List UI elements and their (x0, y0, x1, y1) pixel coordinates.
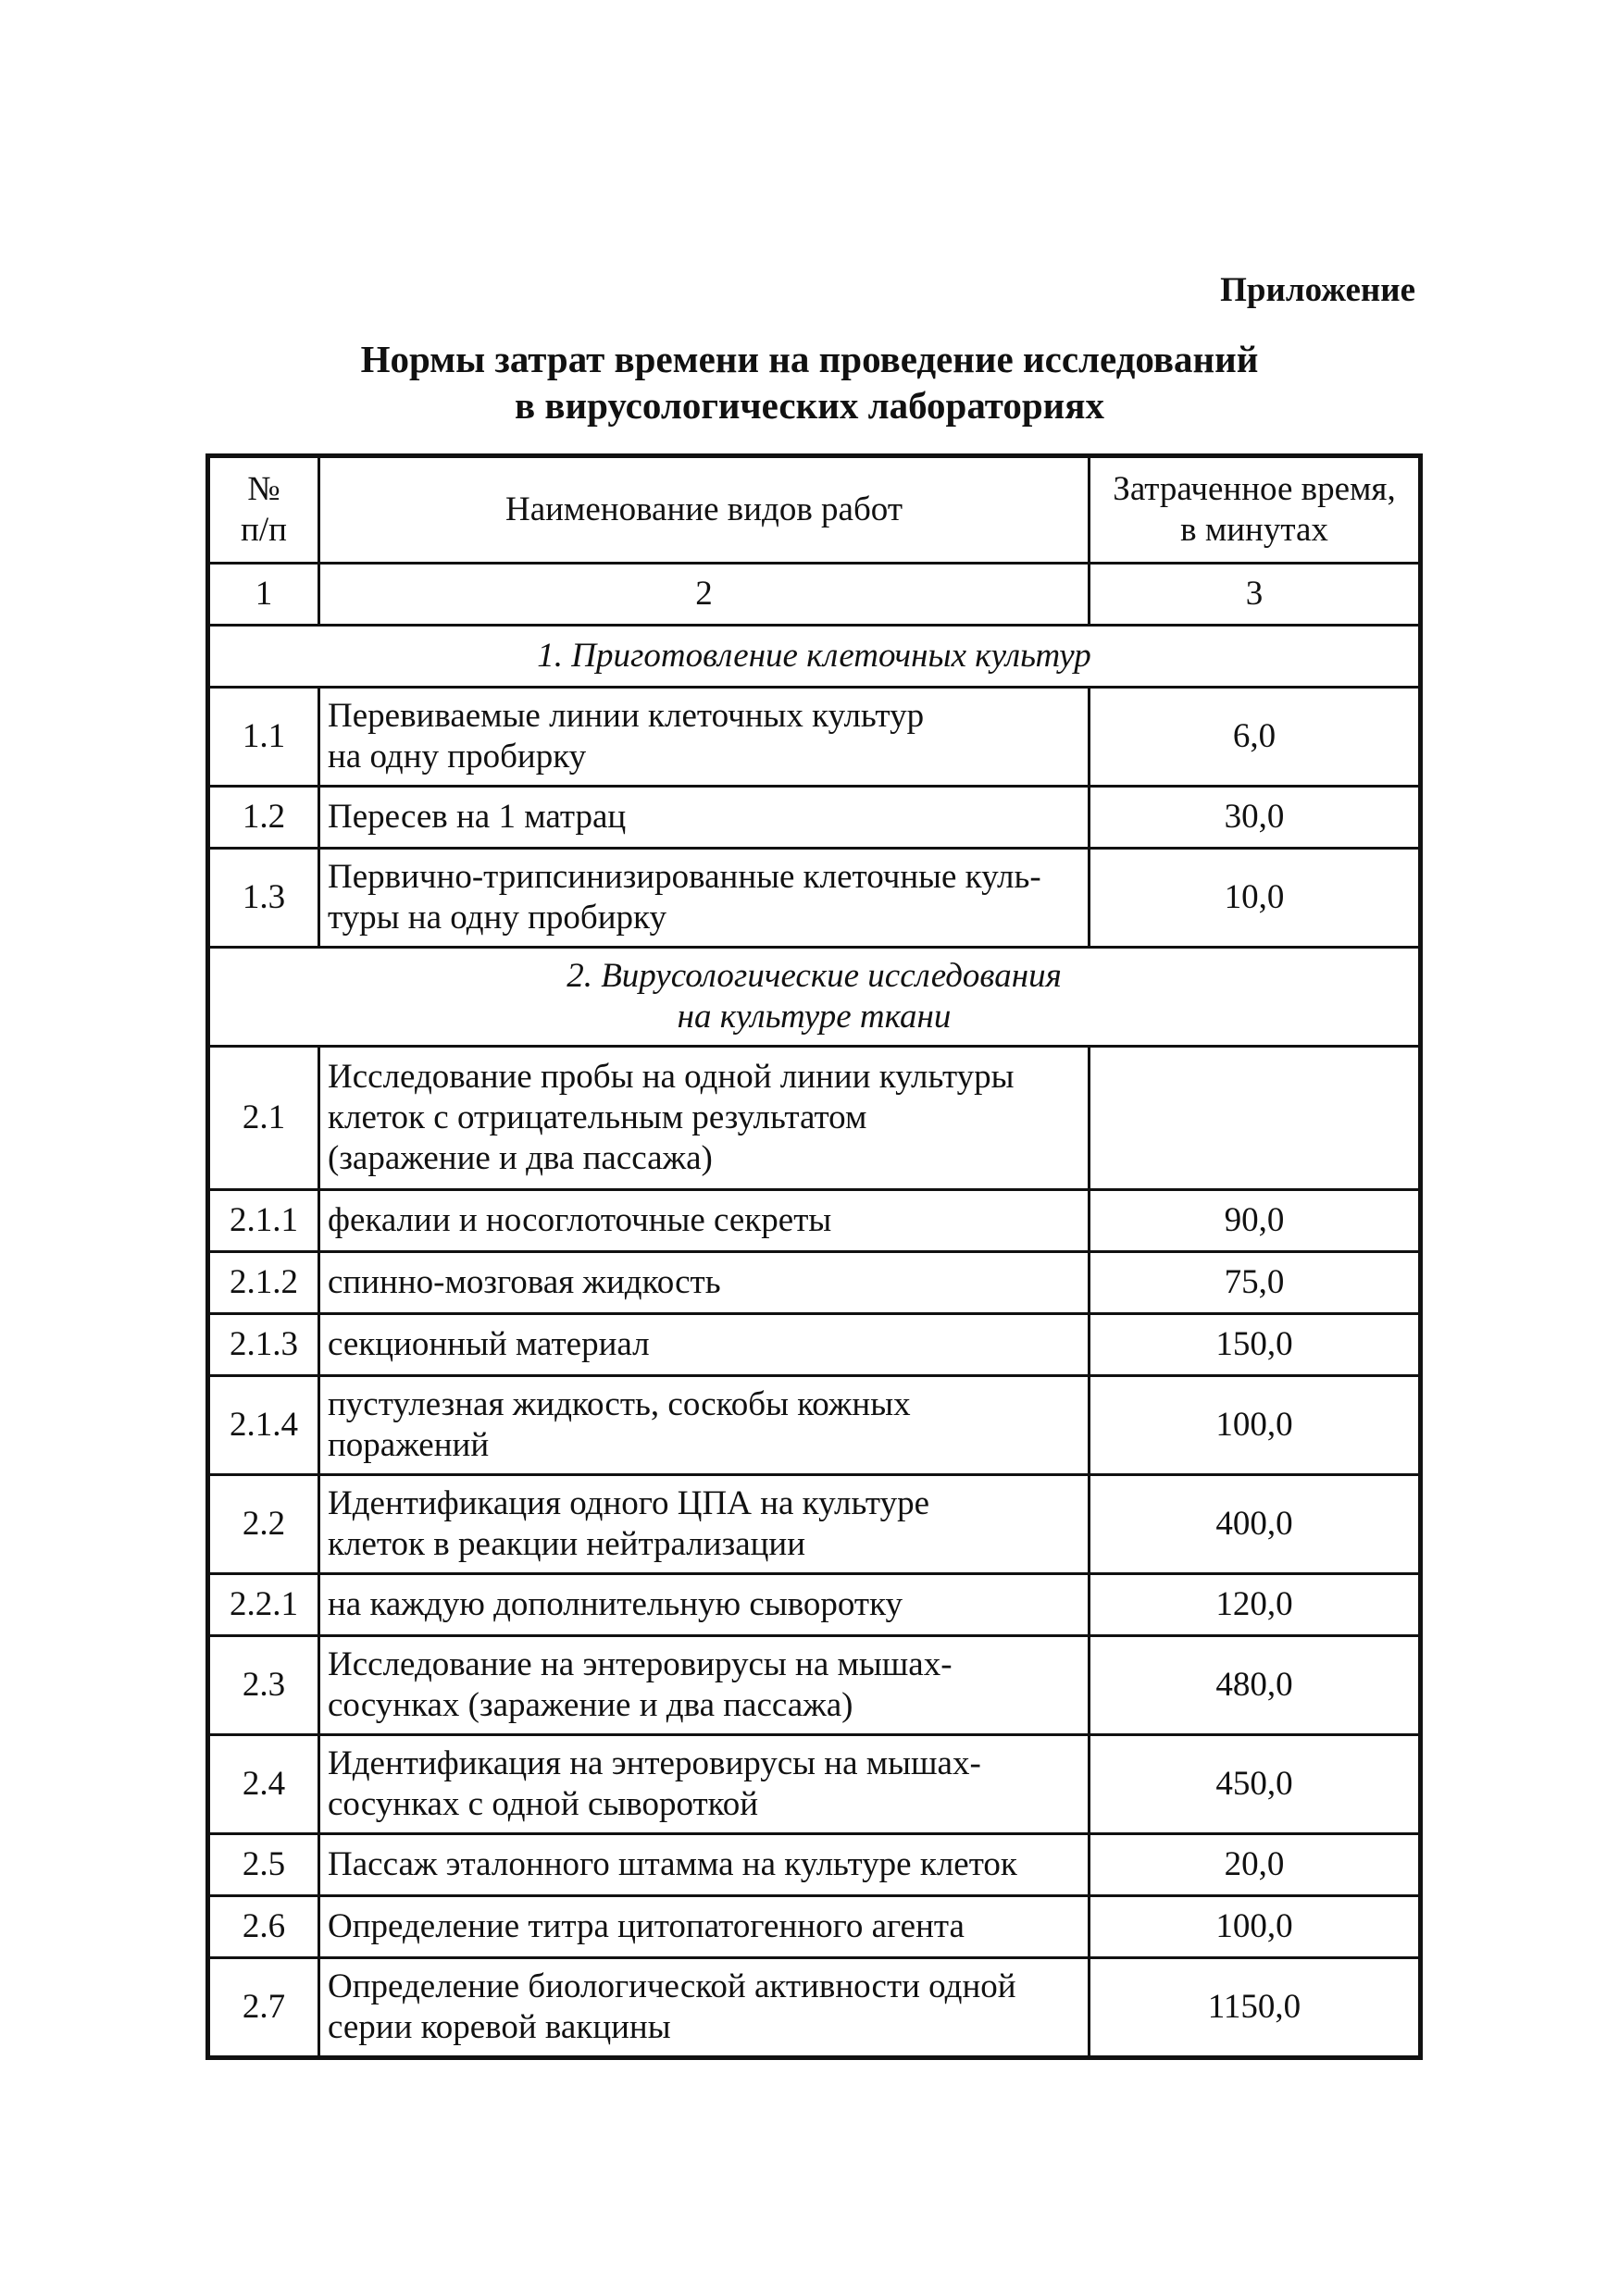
row-number: 2.7 (208, 1958, 319, 2058)
row-number: 2.4 (208, 1735, 319, 1834)
row-name-line: поражений (328, 1426, 490, 1464)
row-time-value: 90,0 (1090, 1190, 1421, 1252)
row-name-line: клеток с отрицательным результатом (328, 1098, 867, 1136)
row-number: 2.2 (208, 1475, 319, 1574)
column-numbers-row (208, 564, 1421, 626)
section-heading (208, 626, 1421, 688)
row-time-value: 10,0 (1090, 849, 1421, 948)
row-name-line: Перевиваемые линии клеточных культур (328, 697, 925, 735)
row-name-line: клеток в реакции нейтрализации (328, 1525, 806, 1563)
row-name-line: спинно-мозговая жидкость (328, 1263, 721, 1301)
row-name (319, 849, 1090, 948)
row-name (319, 1190, 1090, 1252)
row-number: 2.2.1 (208, 1574, 319, 1636)
header-name-cell: Наименование видов работ (319, 456, 1090, 564)
row-name-line: Определение титра цитопатогенного агента (328, 1907, 965, 1945)
row-name-line: сосунках с одной сывороткой (328, 1785, 759, 1823)
row-time-value: 100,0 (1090, 1376, 1421, 1475)
row-name (319, 1834, 1090, 1896)
row-number: 2.1.4 (208, 1376, 319, 1475)
table-row (208, 1735, 1421, 1834)
row-time-value: 30,0 (1090, 787, 1421, 849)
section-title-line2: на культуре ткани (677, 998, 952, 1036)
row-name-line: секционный материал (328, 1325, 650, 1363)
section-heading-row (208, 948, 1421, 1047)
row-name-line: пустулезная жидкость, соскобы кожных (328, 1385, 911, 1423)
row-name (319, 1735, 1090, 1834)
row-name-line: на каждую дополнительную сыворотку (328, 1585, 903, 1623)
row-time-value: 6,0 (1090, 688, 1421, 787)
row-name (319, 787, 1090, 849)
table-row (208, 1376, 1421, 1475)
row-name-line: серии коревой вакцины (328, 2008, 671, 2046)
appendix-label: Приложение (1220, 271, 1415, 309)
row-name-line: Первично-трипсинизированные клеточные куль- (328, 858, 1041, 896)
row-name-line: фекалии и носоглоточные секреты (328, 1201, 832, 1239)
table-row (208, 688, 1421, 787)
table-row (208, 1636, 1421, 1735)
row-number: 1.2 (208, 787, 319, 849)
row-name-line: сосунках (заражение и два пассажа) (328, 1686, 853, 1724)
table-row (208, 1190, 1421, 1252)
row-time-value: 20,0 (1090, 1834, 1421, 1896)
row-number: 1.3 (208, 849, 319, 948)
header-time-cell (1090, 456, 1421, 564)
header-time-line1: Затраченное время, (1113, 470, 1396, 508)
table-row (208, 1896, 1421, 1958)
row-name-line: Определение биологической активности одной (328, 1967, 1016, 2005)
table-row (208, 1475, 1421, 1574)
table-row (208, 1047, 1421, 1190)
header-number-line1: № (247, 470, 280, 508)
row-name (319, 688, 1090, 787)
column-number-3: 3 (1090, 564, 1421, 626)
table-row (208, 849, 1421, 948)
table-header-row (208, 456, 1421, 564)
row-name (319, 1896, 1090, 1958)
row-time-value: 150,0 (1090, 1314, 1421, 1376)
row-number: 2.6 (208, 1896, 319, 1958)
row-name (319, 1958, 1090, 2058)
norms-table (205, 453, 1423, 2060)
section-heading (208, 948, 1421, 1047)
row-number: 2.5 (208, 1834, 319, 1896)
section-title-line1: 2. Вирусологические исследования (567, 957, 1062, 995)
row-number: 2.1.2 (208, 1252, 319, 1314)
row-name-line: Исследование пробы на одной линии культуры (328, 1058, 1015, 1096)
section-title-line1: 1. Приготовление клеточных культур (537, 637, 1091, 675)
table-row (208, 1314, 1421, 1376)
title-line-2: в вирусологических лабораториях (515, 384, 1104, 427)
row-name-line: туры на одну пробирку (328, 899, 666, 937)
header-number-line2: п/п (241, 511, 287, 549)
row-name-line: Идентификация на энтеровирусы на мышах- (328, 1744, 981, 1782)
title-line-1: Нормы затрат времени на проведение исследований (360, 338, 1259, 380)
table-row (208, 787, 1421, 849)
table-row (208, 1252, 1421, 1314)
row-name-line: Пересев на 1 матрац (328, 798, 627, 836)
row-time-value: 400,0 (1090, 1475, 1421, 1574)
row-name (319, 1376, 1090, 1475)
row-name-line: Идентификация одного ЦПА на культуре (328, 1484, 930, 1522)
row-name-line: на одну пробирку (328, 738, 587, 776)
column-number-2: 2 (319, 564, 1090, 626)
header-number-cell (208, 456, 319, 564)
row-name (319, 1314, 1090, 1376)
row-name-line: Пассаж эталонного штамма на культуре клеток (328, 1845, 1017, 1883)
table-row (208, 1574, 1421, 1636)
row-name (319, 1252, 1090, 1314)
row-name (319, 1574, 1090, 1636)
row-name-line: (заражение и два пассажа) (328, 1139, 713, 1177)
document-title (0, 336, 1619, 428)
row-number: 2.3 (208, 1636, 319, 1735)
row-time-value: 75,0 (1090, 1252, 1421, 1314)
row-time-value (1090, 1047, 1421, 1190)
table-row (208, 1958, 1421, 2058)
row-name-line: Исследование на энтеровирусы на мышах- (328, 1645, 953, 1683)
row-name (319, 1636, 1090, 1735)
row-time-value: 100,0 (1090, 1896, 1421, 1958)
row-time-value: 450,0 (1090, 1735, 1421, 1834)
row-name (319, 1047, 1090, 1190)
header-time-line2: в минутах (1180, 511, 1328, 549)
row-name (319, 1475, 1090, 1574)
row-time-value: 480,0 (1090, 1636, 1421, 1735)
row-number: 2.1.3 (208, 1314, 319, 1376)
row-number: 2.1.1 (208, 1190, 319, 1252)
row-time-value: 1150,0 (1090, 1958, 1421, 2058)
row-number: 1.1 (208, 688, 319, 787)
section-heading-row (208, 626, 1421, 688)
table-row (208, 1834, 1421, 1896)
row-number: 2.1 (208, 1047, 319, 1190)
row-time-value: 120,0 (1090, 1574, 1421, 1636)
column-number-1: 1 (208, 564, 319, 626)
